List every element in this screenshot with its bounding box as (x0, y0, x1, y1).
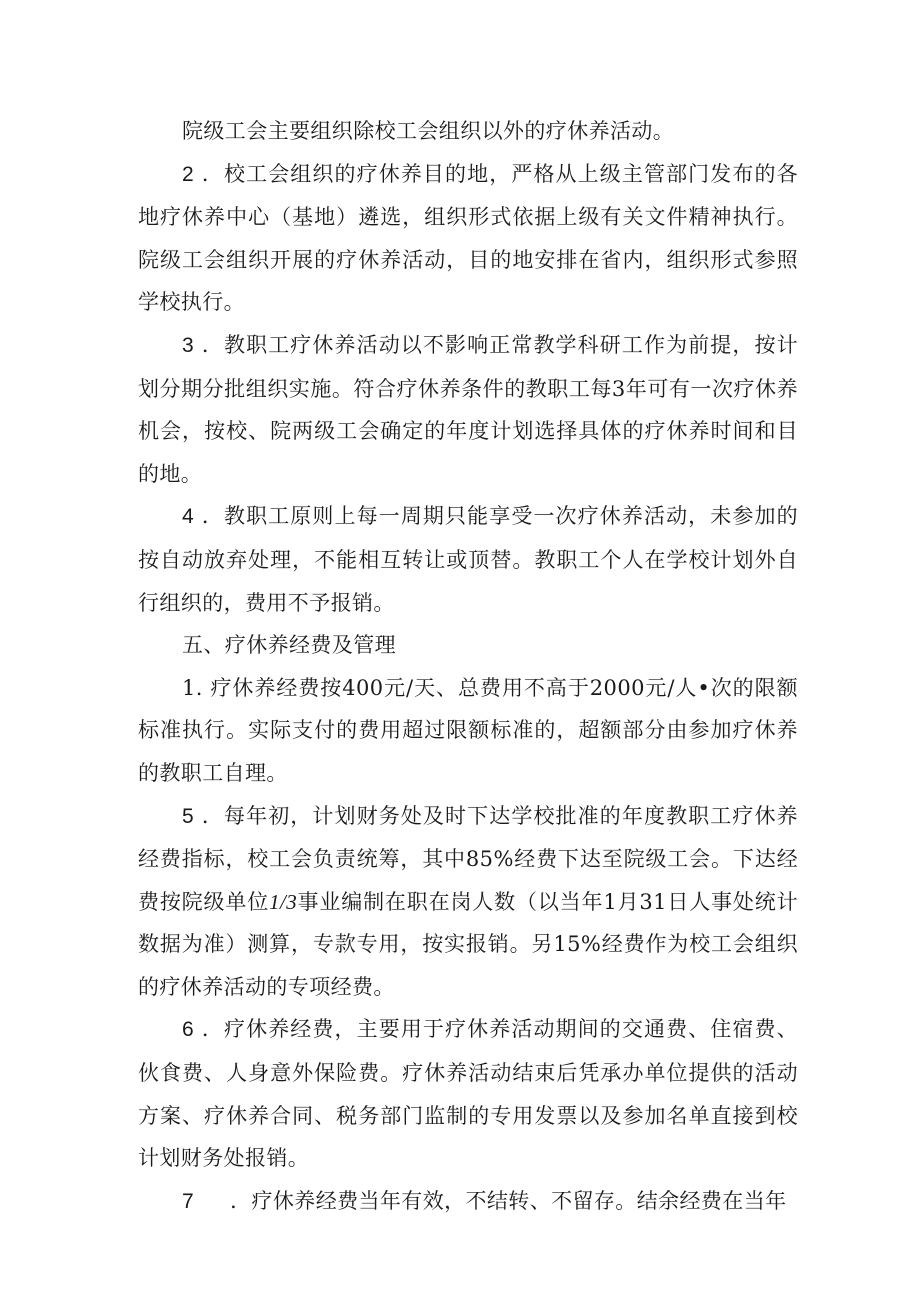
section-heading-text: 五、疗休养经费及管理 (182, 633, 396, 658)
paragraph-text: ．疗休养经费，主要用于疗休养活动期间的交通费、住宿费、伙食费、人身意外保险费。疗休养活动结束后凭承办单位提供的活动方案、疗休养合同、税务部门监制的专用发票以及参加名单直接到校计划财务处报销。 (138, 1017, 798, 1171)
paragraph-text: ．教职工疗休养活动以不影响正常教学科研工作为前提，按计划分期分批组织实施。符合疗休养条件的教职工每3年可有一次疗休养机会，按校、院两级工会确定的年度计划选择具体的疗休养时间和目的地。 (138, 332, 798, 486)
item-number: 6 (182, 1018, 195, 1042)
paragraph-item-2 (138, 153, 798, 324)
paragraph-item-1-funding (138, 667, 798, 795)
item-number: 5 (182, 804, 195, 828)
paragraph-item-5 (138, 795, 798, 1009)
item-number: 2 (182, 162, 195, 186)
paragraph-text: 事业编制在职在岗人数（以当年1月31日人事处统计数据为准）测算，专款专用，按实报销。另15%经费作为校工会组织的疗休养活动的专项经费。 (138, 889, 798, 999)
fraction-text: 1/3 (269, 889, 298, 914)
paragraph-text: 院级工会主要组织除校工会组织以外的疗休养活动。 (182, 119, 675, 143)
item-number: 7 (182, 1189, 195, 1213)
paragraph-college-union-scope (138, 110, 798, 153)
paragraph-item-6 (138, 1008, 798, 1179)
item-number: 4 (182, 505, 195, 529)
paragraph-text: 1. 疗休养经费按400元/天、总费用不高于2000元/人•次的限额标准执行。实际支付的费用超过限额标准的，超额部分由参加疗休养的教职工自理。 (138, 675, 798, 785)
paragraph-text: ．教职工原则上每一周期只能享受一次疗休养活动，未参加的按自动放弃处理，不能相互转让或顶替。教职工个人在学校计划外自行组织的，费用不予报销。 (138, 504, 798, 615)
paragraph-text: ．校工会组织的疗休养目的地，严格从上级主管部门发布的各地疗休养中心（基地）遴选，组织形式依据上级有关文件精神执行。院级工会组织开展的疗休养活动，目的地安排在省内，组织形式参照学校执行。 (138, 161, 798, 315)
paragraph-text: ．每年初，计划财务处及时下达学校批准的年度教职工疗休养经费指标，校工会负责统筹，其中85%经费下达至院级工会。下达经费按院级单位 (138, 803, 798, 914)
item-number: 3 (182, 333, 195, 357)
section-heading-funding (138, 624, 798, 667)
paragraph-item-3 (138, 324, 798, 495)
document-body (138, 110, 798, 1223)
paragraph-text: ．疗休养经费当年有效，不结转、不留存。结余经费在当年 (230, 1188, 787, 1213)
paragraph-item-7 (138, 1180, 798, 1224)
paragraph-item-4 (138, 495, 798, 624)
